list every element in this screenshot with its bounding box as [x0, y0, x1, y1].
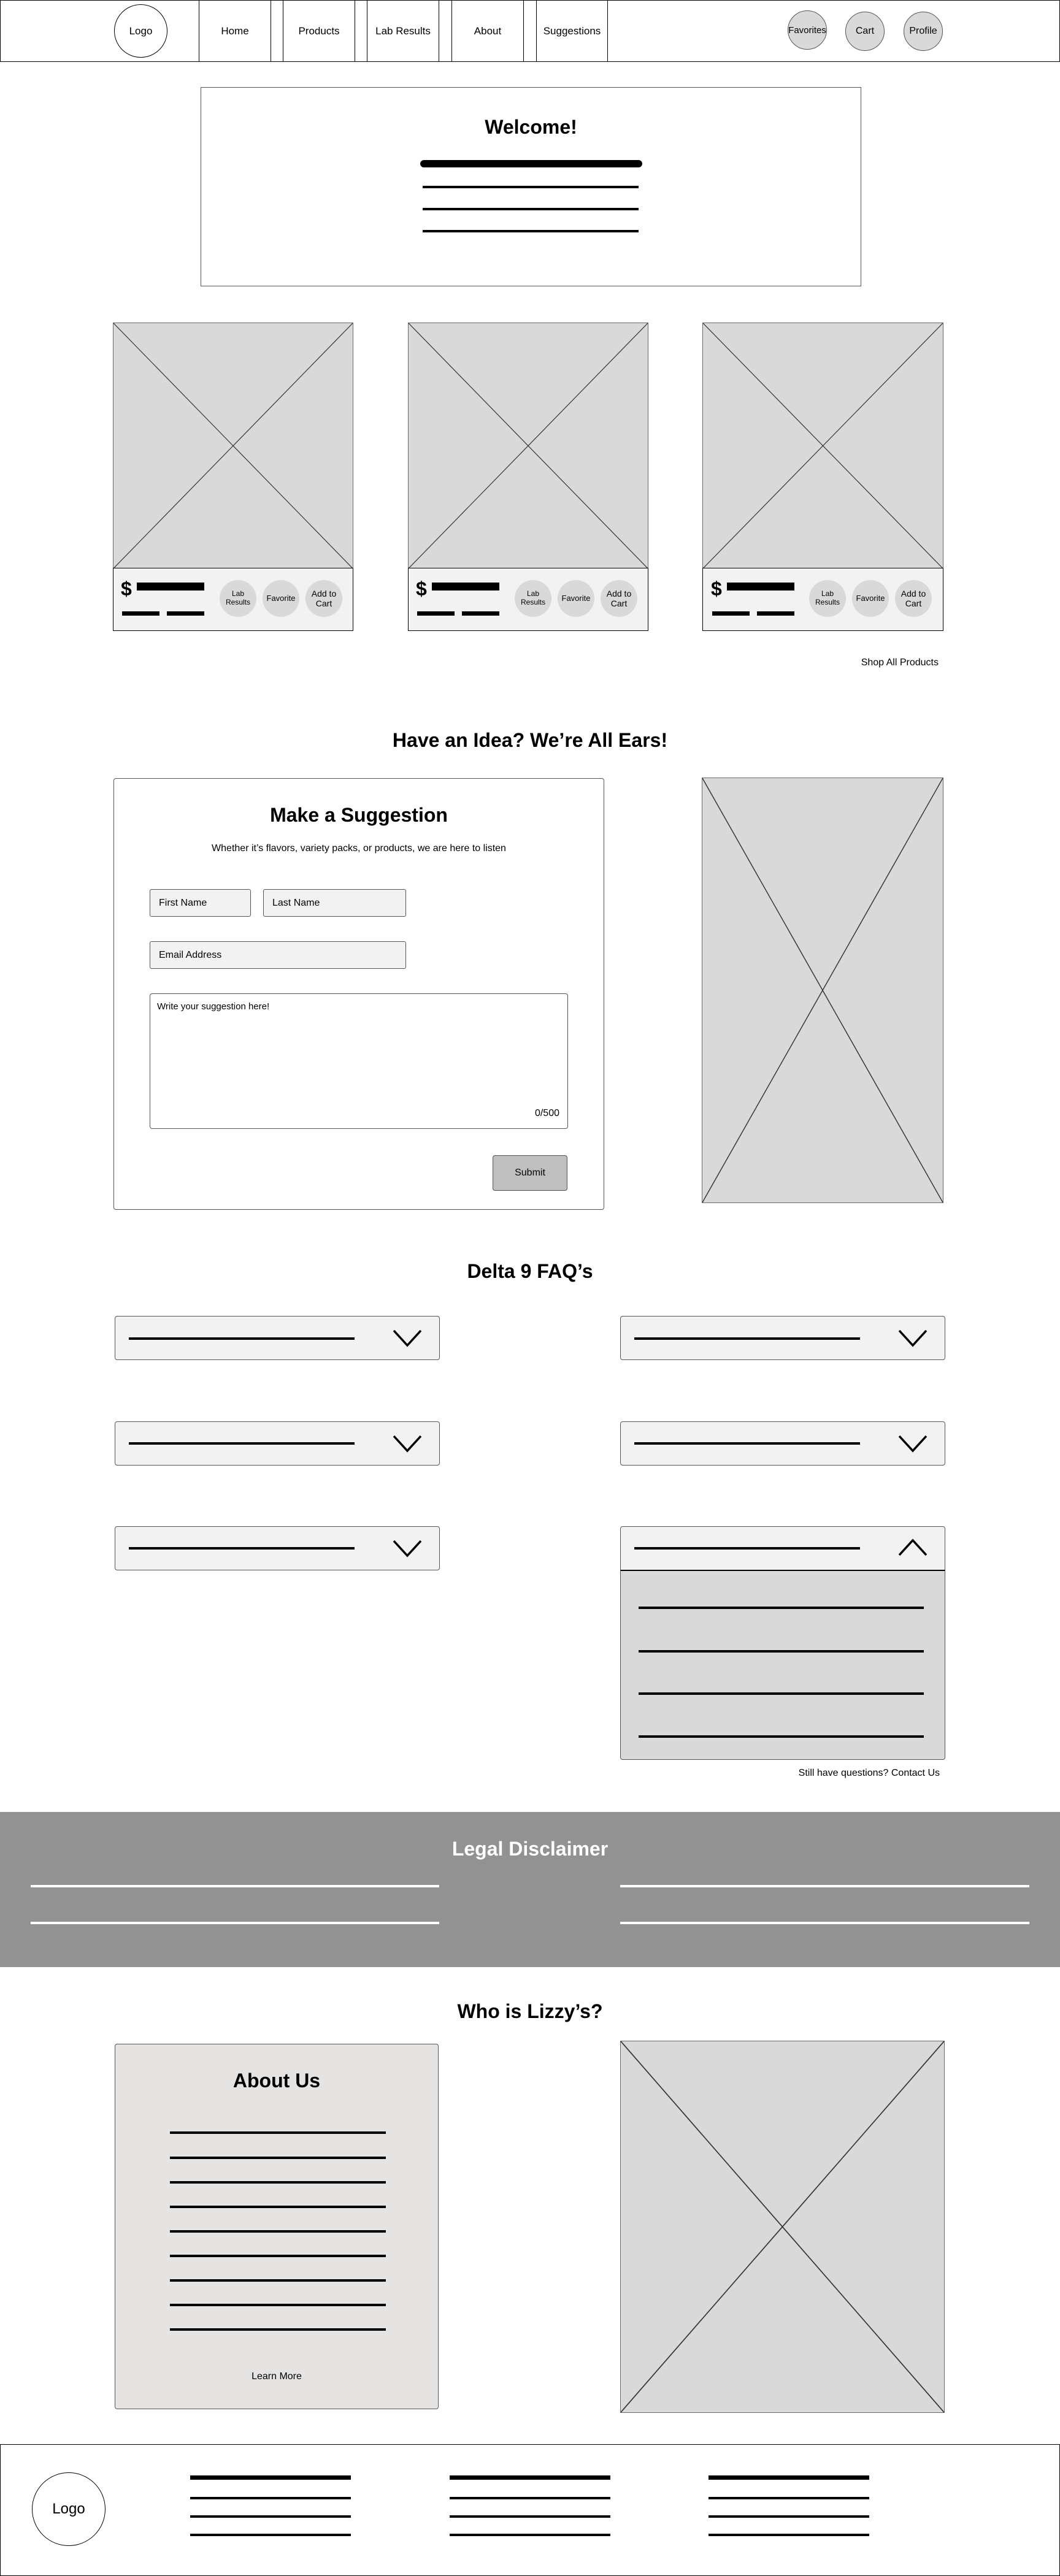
- last-name-field[interactable]: Last Name: [263, 889, 406, 917]
- faq-question-line: [634, 1547, 860, 1550]
- char-counter: 0/500: [534, 1108, 559, 1118]
- product-price-line: [757, 611, 794, 616]
- product-name-line: [727, 583, 794, 590]
- lab-results-button[interactable]: Lab Results: [220, 580, 256, 617]
- about-text-line: [170, 2157, 386, 2159]
- contact-us-link[interactable]: Still have questions? Contact Us: [798, 1768, 940, 1778]
- chevron-down-icon[interactable]: [898, 1434, 928, 1453]
- faq-question-line: [634, 1442, 860, 1445]
- footer-link-line: [450, 2497, 610, 2499]
- faq-answer-line: [639, 1650, 924, 1653]
- about-text-line: [170, 2206, 386, 2208]
- chevron-down-icon[interactable]: [393, 1328, 422, 1348]
- footer-link-line: [190, 2515, 351, 2518]
- lab-results-button[interactable]: Lab Results: [515, 580, 551, 617]
- product-image[interactable]: [113, 323, 353, 569]
- image-placeholder-icon: [621, 2041, 944, 2412]
- image-placeholder-icon: [113, 323, 353, 568]
- product-name-line: [432, 583, 499, 590]
- first-name-field[interactable]: First Name: [150, 889, 251, 917]
- about-text-line: [170, 2230, 386, 2233]
- site-footer: [0, 2444, 1060, 2576]
- product-price-line: [462, 611, 499, 616]
- form-subtitle: Whether it’s flavors, variety packs, or products, we are here to listen: [212, 843, 506, 854]
- about-text-line: [170, 2328, 386, 2331]
- learn-more-link[interactable]: Learn More: [252, 2371, 302, 2382]
- product-image[interactable]: [702, 323, 943, 569]
- faq-answer-line: [639, 1607, 924, 1609]
- favorites-icon[interactable]: Favorites: [788, 10, 827, 50]
- welcome-title: Welcome!: [485, 115, 577, 138]
- welcome-line: [423, 186, 639, 188]
- ideas-heading: Have an Idea? We’re All Ears!: [392, 728, 668, 751]
- faq-answer-line: [639, 1692, 924, 1695]
- suggestion-placeholder: Write your suggestion here!: [157, 1001, 270, 1012]
- chevron-down-icon[interactable]: [393, 1538, 422, 1558]
- product-price-line: [712, 611, 750, 616]
- chevron-down-icon[interactable]: [898, 1328, 928, 1348]
- footer-column-heading-line: [709, 2475, 869, 2480]
- about-heading: Who is Lizzy’s?: [457, 2000, 603, 2022]
- footer-column-heading-line: [450, 2475, 610, 2480]
- welcome-line: [423, 208, 639, 210]
- add-to-cart-button[interactable]: Add to Cart: [305, 580, 342, 617]
- chevron-up-icon[interactable]: [898, 1538, 928, 1557]
- email-field[interactable]: Email Address: [150, 941, 406, 969]
- chevron-down-icon[interactable]: [393, 1434, 422, 1453]
- footer-link-line: [190, 2534, 351, 2536]
- about-image: [620, 2041, 945, 2413]
- footer-link-line: [709, 2534, 869, 2536]
- faq-answer-line: [639, 1735, 924, 1738]
- form-title: Make a Suggestion: [270, 803, 448, 826]
- about-card-title: About Us: [232, 2069, 321, 2092]
- product-price-line: [417, 611, 455, 616]
- about-text-line: [170, 2255, 386, 2257]
- submit-button[interactable]: Submit: [493, 1155, 567, 1191]
- favorite-button[interactable]: Favorite: [558, 580, 594, 617]
- welcome-line: [420, 160, 642, 167]
- about-text-line: [170, 2181, 386, 2184]
- suggestion-image: [702, 778, 943, 1203]
- logo[interactable]: Logo: [114, 4, 167, 58]
- legal-heading: Legal Disclaimer: [451, 1837, 609, 1860]
- about-text-line: [170, 2304, 386, 2306]
- image-placeholder-icon: [703, 323, 943, 568]
- footer-link-line: [450, 2515, 610, 2518]
- image-placeholder-icon: [409, 323, 648, 568]
- favorite-button[interactable]: Favorite: [852, 580, 889, 617]
- cart-icon[interactable]: Cart: [845, 12, 885, 51]
- product-price-line: [122, 611, 159, 616]
- product-name-line: [137, 583, 204, 590]
- nav-lab-results[interactable]: Lab Results: [367, 0, 439, 62]
- product-image[interactable]: [408, 323, 648, 569]
- faq-question-line: [129, 1337, 355, 1340]
- footer-link-line: [709, 2497, 869, 2499]
- price-symbol: $: [121, 578, 132, 600]
- favorite-button[interactable]: Favorite: [263, 580, 299, 617]
- lab-results-button[interactable]: Lab Results: [809, 580, 846, 617]
- nav-home[interactable]: Home: [199, 0, 271, 62]
- faq-question-line: [129, 1547, 355, 1550]
- nav-suggestions[interactable]: Suggestions: [536, 0, 608, 62]
- faq-heading: Delta 9 FAQ’s: [467, 1259, 593, 1282]
- faq-question-line: [129, 1442, 355, 1445]
- add-to-cart-button[interactable]: Add to Cart: [895, 580, 932, 617]
- footer-column-heading-line: [190, 2475, 351, 2480]
- suggestion-textarea[interactable]: [150, 993, 568, 1129]
- shop-all-link[interactable]: Shop All Products: [861, 657, 939, 668]
- welcome-line: [423, 230, 639, 232]
- footer-logo[interactable]: Logo: [32, 2472, 106, 2546]
- footer-link-line: [709, 2515, 869, 2518]
- price-symbol: $: [711, 578, 722, 600]
- legal-line: [620, 1922, 1029, 1924]
- profile-icon[interactable]: Profile: [904, 12, 943, 51]
- faq-answer-panel: [620, 1570, 945, 1760]
- product-price-line: [167, 611, 204, 616]
- legal-line: [31, 1922, 439, 1924]
- footer-link-line: [190, 2497, 351, 2499]
- image-placeholder-icon: [702, 778, 943, 1202]
- about-text-line: [170, 2279, 386, 2282]
- add-to-cart-button[interactable]: Add to Cart: [601, 580, 637, 617]
- legal-line: [620, 1885, 1029, 1887]
- footer-link-line: [450, 2534, 610, 2536]
- price-symbol: $: [416, 578, 427, 600]
- nav-about[interactable]: About: [451, 0, 524, 62]
- legal-line: [31, 1885, 439, 1887]
- faq-question-line: [634, 1337, 860, 1340]
- nav-products[interactable]: Products: [283, 0, 355, 62]
- about-text-line: [170, 2131, 386, 2134]
- about-card: [115, 2044, 439, 2409]
